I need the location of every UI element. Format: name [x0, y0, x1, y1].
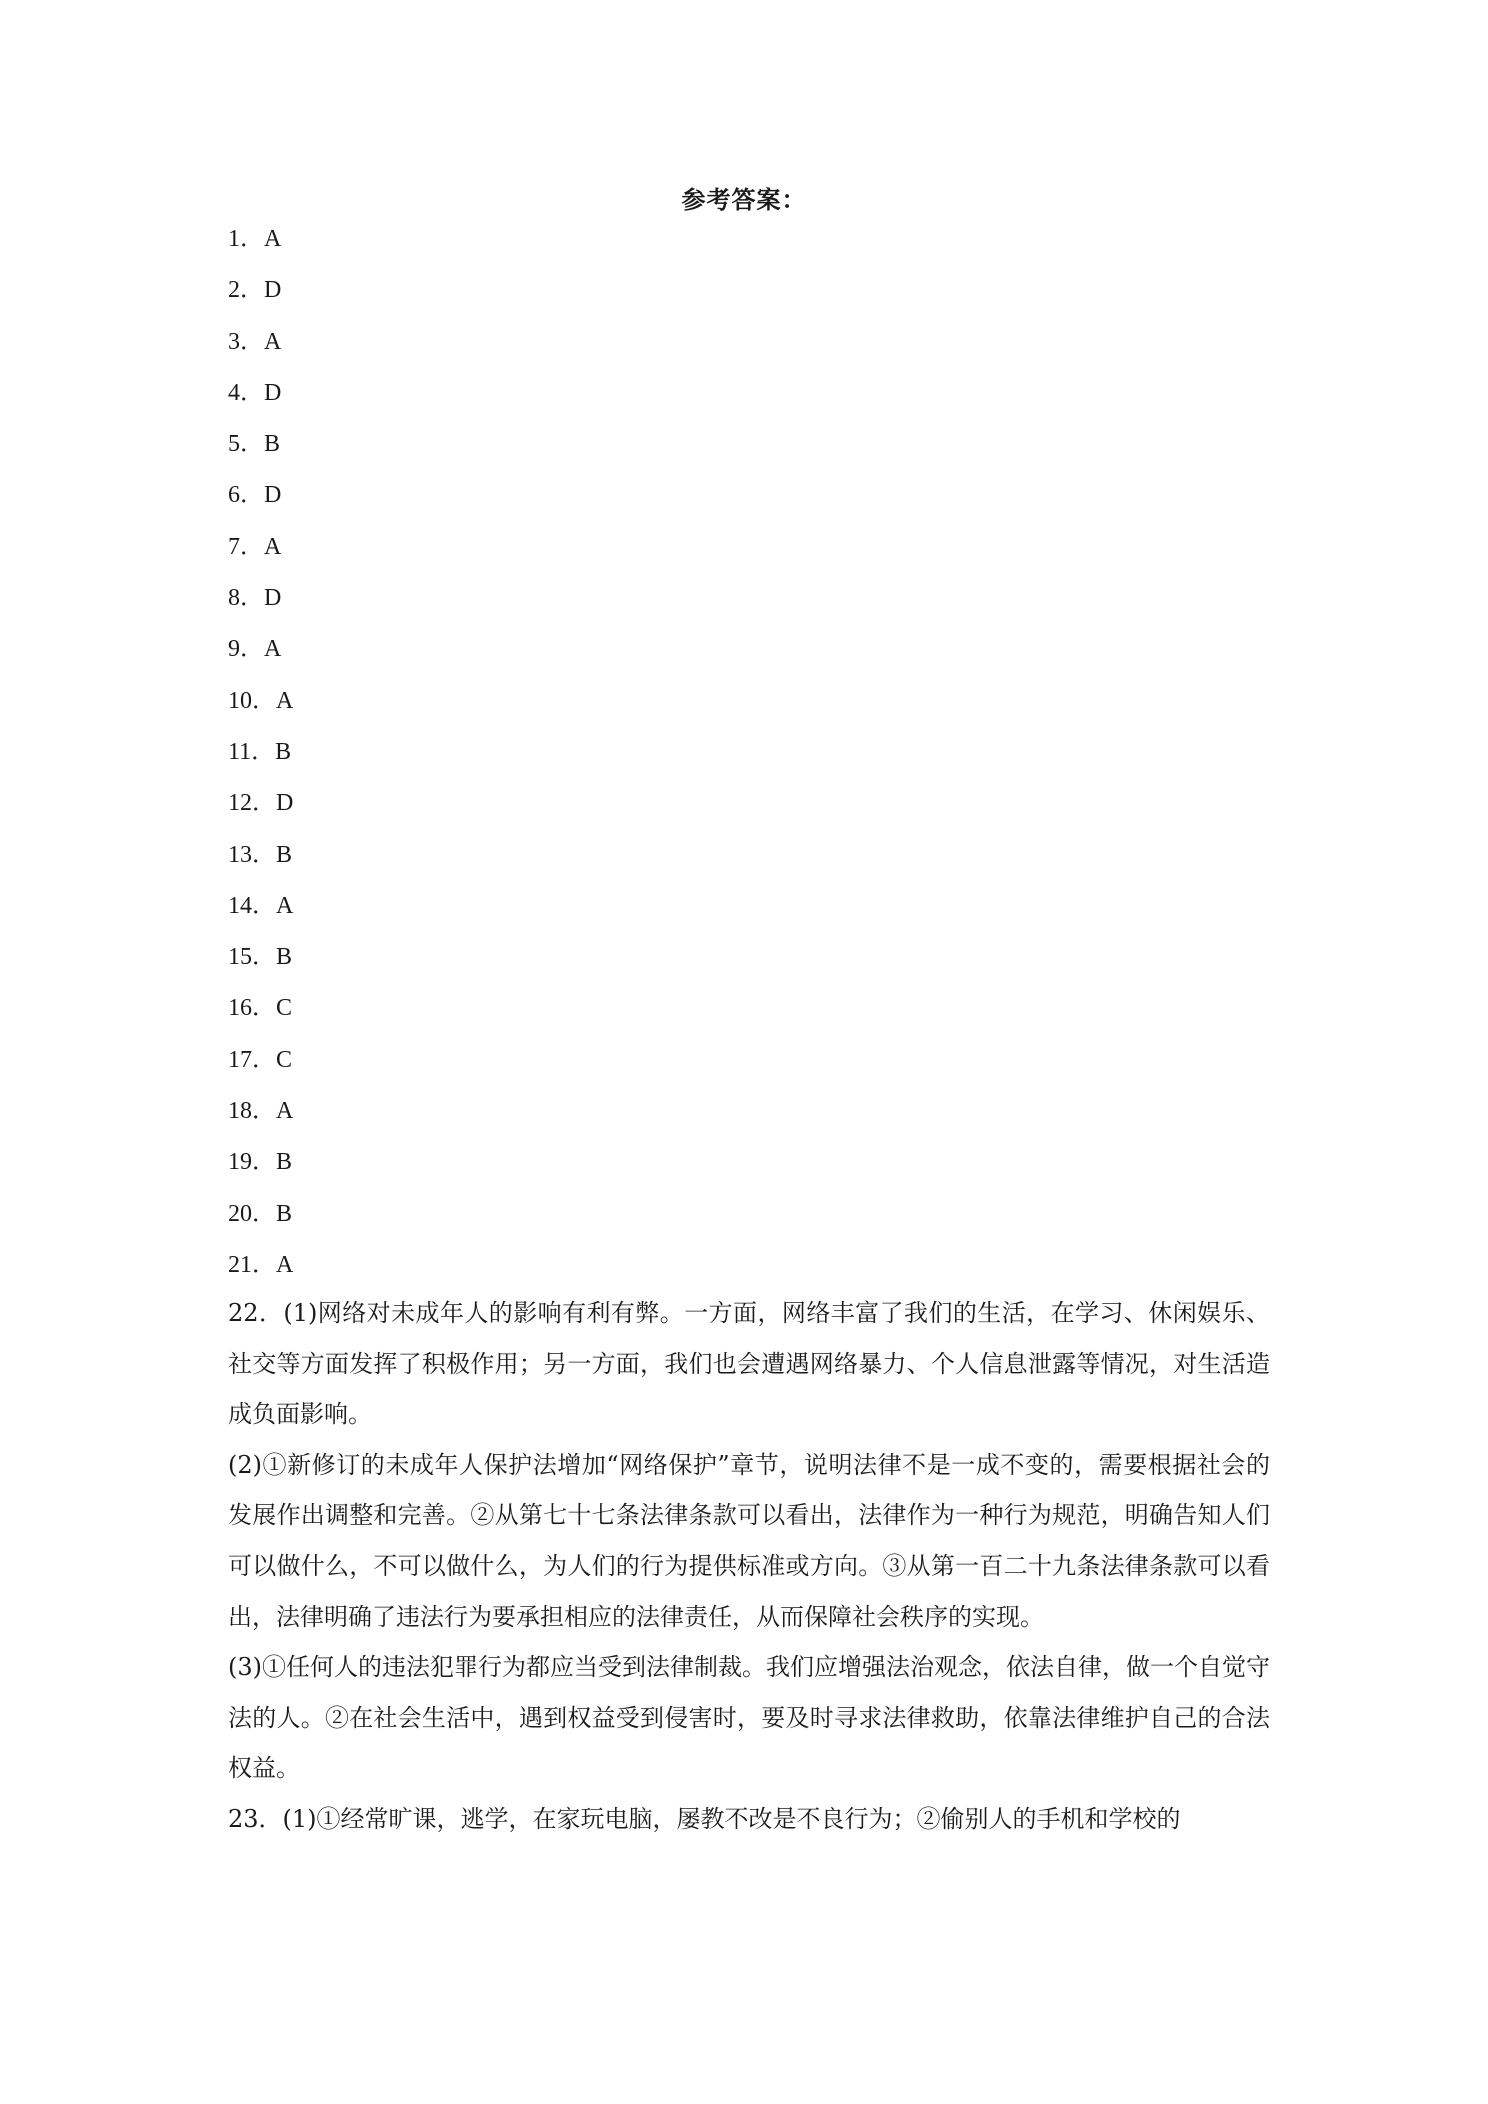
question-number: 6． — [228, 482, 264, 509]
question-number: 2． — [228, 277, 264, 304]
answer-letter: A — [276, 1251, 294, 1278]
answer-letter: C — [276, 995, 293, 1022]
question-number: 12． — [228, 790, 276, 817]
list-item — [228, 624, 293, 675]
list-item — [228, 881, 293, 932]
list-item — [228, 1189, 293, 1240]
list-item — [228, 317, 293, 368]
answer-letter: A — [264, 636, 282, 663]
list-item — [228, 265, 293, 316]
list-item — [228, 419, 293, 470]
question-number: 20． — [228, 1200, 276, 1227]
question-number: 14． — [228, 892, 276, 919]
q22-part1-paragraph: 22．(1)网络对未成年人的影响有利有弊。一方面，网络丰富了我们的生活，在学习、休闲娱乐、社交等方面发挥了积极作用；另一方面，我们也会遭遇网络暴力、个人信息泄露等情况，对生活造成负面影响。 — [228, 1299, 1270, 1429]
question-number: 11． — [228, 738, 276, 765]
answer-letter: A — [276, 1098, 294, 1125]
question-number: 8． — [228, 585, 264, 612]
answer-letter: B — [276, 944, 293, 971]
list-item — [228, 368, 293, 419]
answer-letter: C — [276, 1046, 293, 1073]
question-number: 5． — [228, 431, 264, 458]
choice-answers-list — [228, 214, 293, 1291]
question-number: 17． — [228, 1046, 276, 1073]
question-number: 3． — [228, 328, 264, 355]
question-number: 16． — [228, 995, 276, 1022]
question-number: 7． — [228, 533, 264, 560]
list-item — [228, 470, 293, 521]
list-item — [228, 1240, 293, 1291]
question-number: 13． — [228, 841, 276, 868]
question-number: 21． — [228, 1251, 276, 1278]
answer-letter: A — [276, 892, 294, 919]
question-number: 18． — [228, 1098, 276, 1125]
q23-part1-paragraph: 23．(1)①经常旷课，逃学，在家玩电脑，屡教不改是不良行为；②偷别人的手机和学校的 — [228, 1804, 1181, 1833]
answer-letter: B — [276, 841, 293, 868]
answer-letter: A — [264, 226, 282, 252]
list-item — [228, 727, 293, 778]
list-item — [228, 1035, 293, 1086]
answer-letter: A — [276, 687, 294, 714]
list-item — [228, 830, 293, 881]
answer-letter: B — [275, 738, 292, 765]
answer-letter: A — [264, 328, 282, 355]
answer-letter: D — [264, 482, 282, 509]
list-item — [228, 1086, 293, 1137]
list-item — [228, 778, 293, 829]
question-number: 10． — [228, 687, 276, 714]
answer-letter: B — [264, 431, 281, 458]
list-item — [228, 522, 293, 573]
answer-letter: D — [264, 585, 282, 612]
q22-part2-paragraph: (2)①新修订的未成年人保护法增加“网络保护”章节，说明法律不是一成不变的，需要根据社会的发展作出调整和完善。②从第七十七条法律条款可以看出，法律作为一种行为规范，明确告知人们可以做什么，不可以做什么，为人们的行为提供标准或方向。③从第一百二十九条法律条款可以看出，法律明确了违法行为要承担相应的法律责任，从而保障社会秩序的实现。 — [228, 1450, 1270, 1631]
answer-letter: D — [276, 790, 294, 817]
answer-letter: A — [264, 533, 282, 560]
question-number: 15． — [228, 944, 276, 971]
question-number: 19． — [228, 1149, 276, 1176]
answer-letter: B — [276, 1200, 293, 1227]
answer-letter: B — [276, 1149, 293, 1176]
answer-letter: D — [264, 379, 282, 406]
page-title: 参考答案： — [681, 185, 807, 214]
list-item — [228, 932, 293, 983]
list-item — [228, 1137, 293, 1188]
essay-answers — [228, 1288, 1270, 1845]
list-item — [228, 214, 293, 265]
answer-letter: D — [264, 277, 282, 304]
question-number: 9． — [228, 636, 264, 663]
question-number: 1． — [228, 226, 264, 252]
list-item — [228, 983, 293, 1034]
list-item — [228, 676, 293, 727]
question-number: 4． — [228, 379, 264, 406]
q22-part3-paragraph: (3)①任何人的违法犯罪行为都应当受到法律制裁。我们应增强法治观念，依法自律，做一个自觉守法的人。②在社会生活中，遇到权益受到侵害时，要及时寻求法律救助，依靠法律维护自己的合法权益。 — [228, 1653, 1270, 1783]
list-item — [228, 573, 293, 624]
